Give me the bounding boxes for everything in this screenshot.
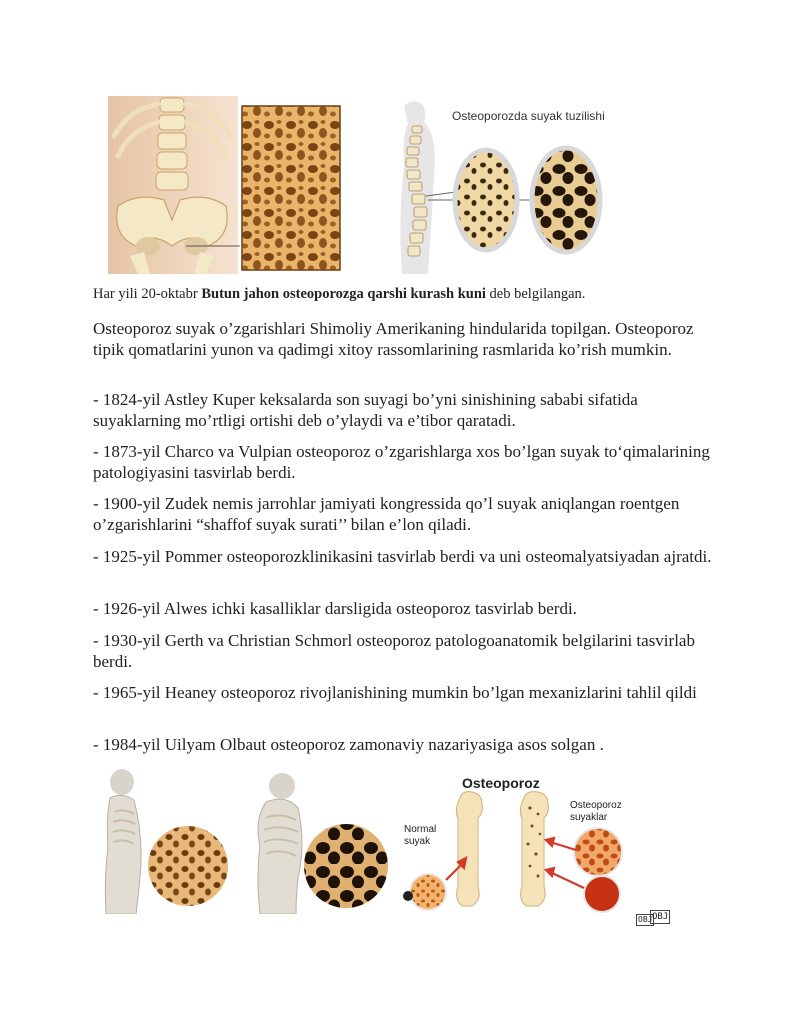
top-figure-title: Osteoporozda suyak tuzilishi xyxy=(452,109,605,123)
osteo-label-line1: Osteoporoz xyxy=(570,800,622,811)
paragraph-1984: - 1984-yil Uilyam Olbaut osteoporoz zamonaviy nazariyasiga asos solgan . xyxy=(93,735,604,754)
caption-prefix: Har yili 20-oktabr xyxy=(93,286,202,302)
top-right-illustration xyxy=(398,96,618,274)
paragraph-1965: - 1965-yil Heaney osteoporoz rivojlanishining mumkin bo’lgan mexanizlarini tahlil qildi xyxy=(93,683,697,702)
bottom-right-illustration xyxy=(400,768,638,914)
object-marker: OBJ xyxy=(652,912,669,922)
object-marker: OBJ xyxy=(638,915,653,924)
paragraph-1900: - 1900-yil Zudek nemis jarrohlar jamiyati kongressida qo’l suyak aniqlangan roentgen o’zgarishlarini “shaffof suyak surati’’ bilan e’lon qiladi. xyxy=(93,494,680,534)
figure-caption xyxy=(93,285,733,303)
caption-bold: Butun jahon osteoporozga qarshi kurash kuni xyxy=(201,286,486,302)
caption-suffix: deb belgilangan. xyxy=(485,286,586,302)
paragraph-1824: - 1824-yil Astley Kuper keksalarda son suyagi bo’yni sinishining sababi sifatida suyaklarning mo’rtligi ortishi deb o’ylaydi va e’tibor qaratadi. xyxy=(93,390,638,430)
paragraph-1926: - 1926-yil Alwes ichki kasalliklar darsligida osteoporoz tasvirlab berdi. xyxy=(93,599,577,618)
bottom-figure-title: Osteoporoz xyxy=(462,775,540,791)
top-left-illustration xyxy=(108,96,346,274)
normal-label-line1: Normal xyxy=(404,824,437,835)
bottom-left-illustration xyxy=(100,768,392,914)
osteo-label-line2: suyaklar xyxy=(570,812,608,823)
normal-label-line2: suyak xyxy=(404,836,431,847)
paragraph-1873: - 1873-yil Charco va Vulpian osteoporoz o’zgarishlarga xos bo’lgan suyak to‘qimalarining patologiyasini tasvirlab berdi. xyxy=(93,442,710,482)
paragraph-1925: - 1925-yil Pommer osteoporozklinikasini tasvirlab berdi va uni osteomalyatsiyadan ajratdi. xyxy=(93,547,712,566)
paragraph-intro: Osteoporoz suyak o’zgarishlari Shimoliy Amerikaning hindularida topilgan. Osteoporoz tipik qomatlarini yunon va qadimgi xitoy rassomlarining rasmlarida ko’rish mumkin. xyxy=(93,319,694,359)
paragraph-1930: - 1930-yil Gerth va Christian Schmorl osteoporoz patologoanatomik belgilarini tasvirlab berdi. xyxy=(93,631,695,671)
